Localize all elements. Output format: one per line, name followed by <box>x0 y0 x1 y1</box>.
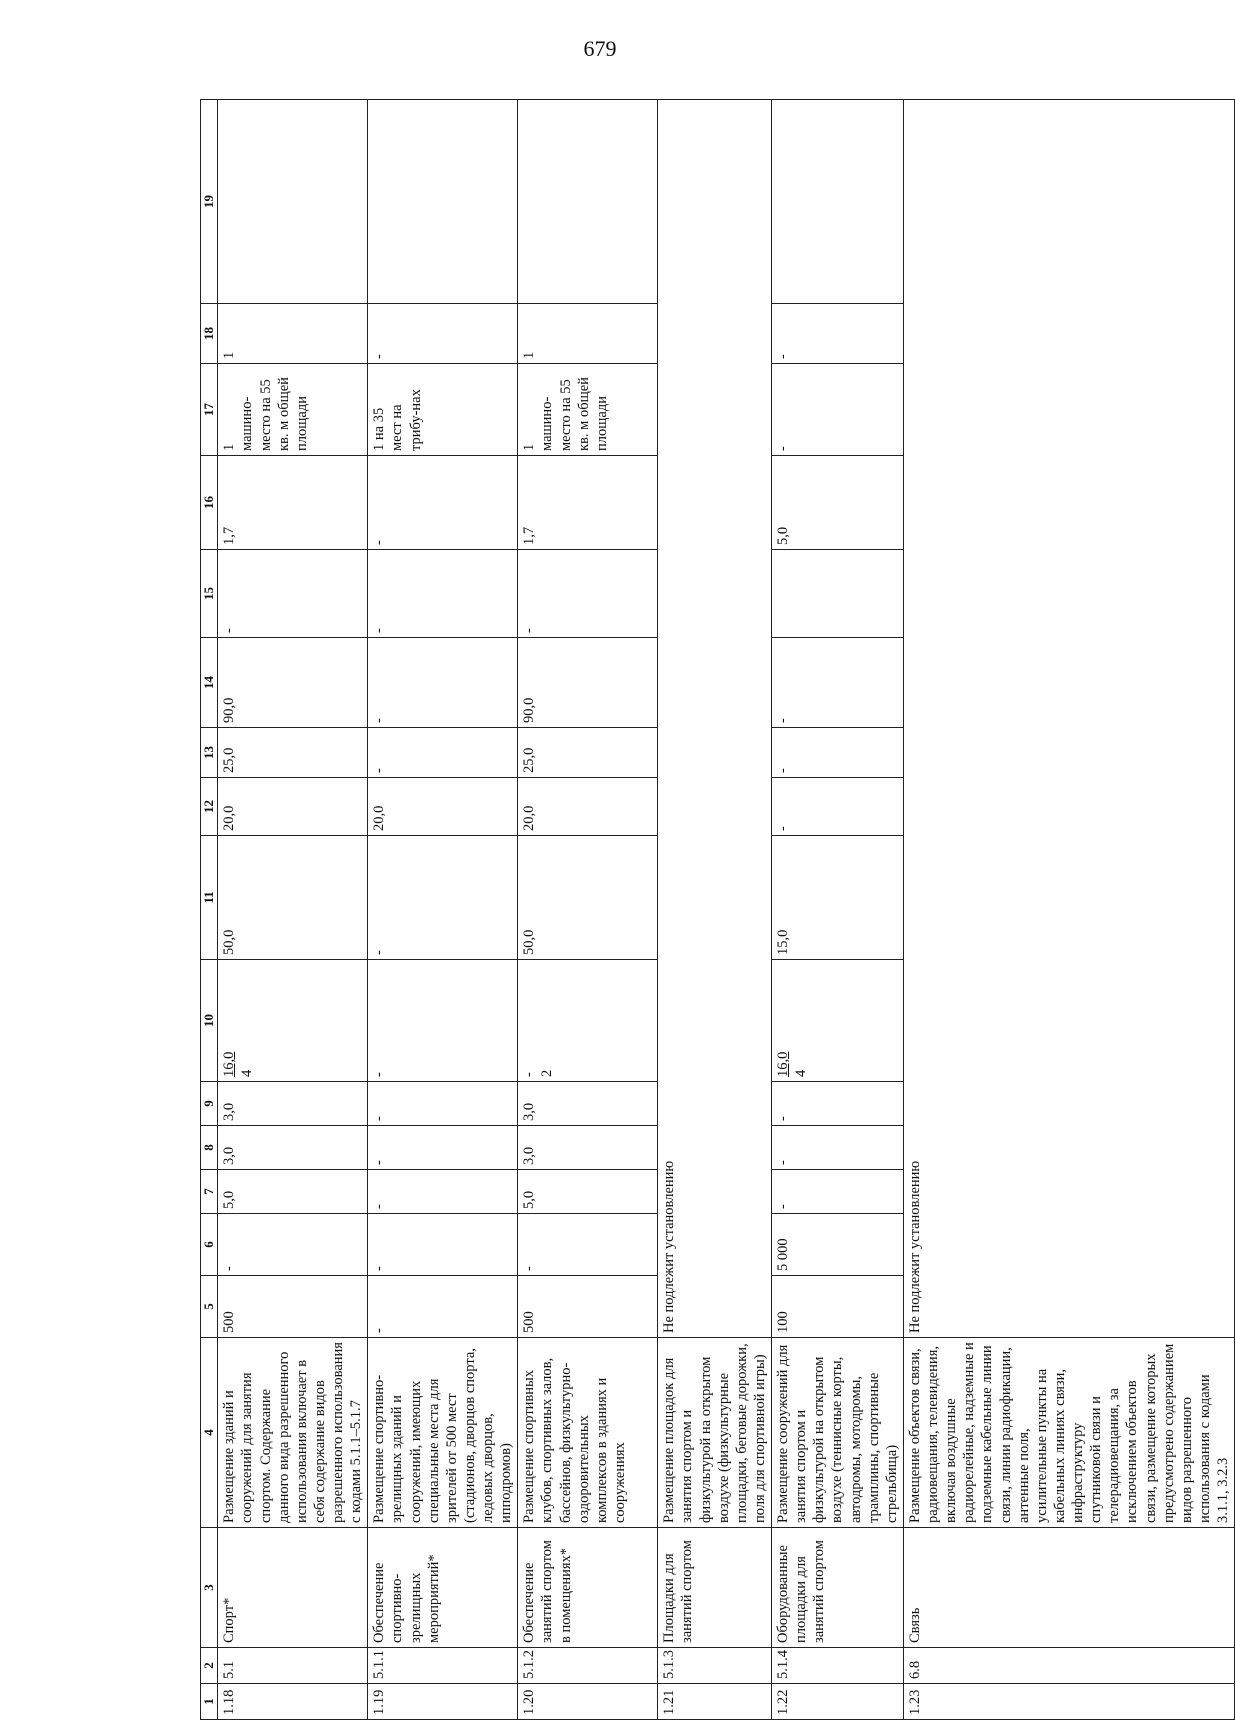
param-c10-top: - <box>521 1072 538 1077</box>
param-c18: - <box>772 304 904 364</box>
param-c12: - <box>772 778 904 836</box>
table-row <box>218 100 368 1720</box>
column-header: 6 <box>201 1214 218 1276</box>
use-name: Обеспечение занятий спортом в помещениях* <box>518 1528 658 1648</box>
param-c10 <box>518 960 658 1082</box>
column-header: 7 <box>201 1170 218 1214</box>
param-c17 <box>368 364 518 456</box>
param-c12: 20,0 <box>368 778 518 836</box>
param-c16: 1,7 <box>218 456 368 550</box>
param-c10-top: 16,0 <box>221 1051 238 1077</box>
use-name: Обеспечение спортивно-зрелищных мероприятий* <box>368 1528 518 1648</box>
table-row <box>368 100 518 1720</box>
row-number: 1.18 <box>218 1684 368 1720</box>
param-c17-top: 1 <box>521 443 538 451</box>
column-header: 16 <box>201 456 218 550</box>
column-header: 9 <box>201 1082 218 1126</box>
param-c12: 20,0 <box>218 778 368 836</box>
param-c10-bottom: 4 <box>793 1069 810 1077</box>
param-c10 <box>368 960 518 1082</box>
use-name: Площадки для занятий спортом <box>658 1528 772 1648</box>
use-description: Размещение спортивных клубов, спортивных залов, бассейнов, физкультурно-оздоровительных комплексов в зданиях и сооружениях <box>518 1338 658 1528</box>
param-c16: 1,7 <box>518 456 658 550</box>
param-c9: - <box>772 1082 904 1126</box>
column-header: 5 <box>201 1276 218 1338</box>
param-c17 <box>772 364 904 456</box>
table-row <box>518 100 658 1720</box>
param-c13: - <box>772 728 904 778</box>
use-code: 5.1 <box>218 1648 368 1684</box>
param-c5: 100 <box>772 1276 904 1338</box>
row-number: 1.21 <box>658 1684 772 1720</box>
column-header: 2 <box>201 1648 218 1684</box>
param-c17-bottom: мест на трибу-нах <box>389 389 424 451</box>
param-c15 <box>772 550 904 638</box>
param-c15: - <box>518 550 658 638</box>
param-c17-top: 1 на 35 <box>371 407 388 451</box>
param-c17 <box>518 364 658 456</box>
param-c17-bottom: машино-место на 55 кв. м общей площади <box>539 377 610 451</box>
param-c13: 25,0 <box>518 728 658 778</box>
column-header: 17 <box>201 364 218 456</box>
use-description: Размещение спортивно-зрелищных зданий и сооружений, имеющих специальные места для зрителей от 500 мест (стадионов, дворцов спорта, ледовых дворцов, ипподромов) <box>368 1338 518 1528</box>
param-c19 <box>772 100 904 304</box>
param-c19 <box>218 100 368 304</box>
param-c10-top: - <box>371 1072 388 1077</box>
param-c8: 3,0 <box>218 1126 368 1170</box>
param-c5: - <box>368 1276 518 1338</box>
header-row <box>201 100 218 1720</box>
use-code: 5.1.2 <box>518 1648 658 1684</box>
param-c11: 50,0 <box>518 836 658 960</box>
column-header: 3 <box>201 1528 218 1648</box>
use-code: 5.1.4 <box>772 1648 904 1684</box>
param-c18: 1 <box>218 304 368 364</box>
param-c18: 1 <box>518 304 658 364</box>
use-description: Размещение площадок для занятия спортом и физкультурой на открытом воздухе (физкультурные площадки, беговые дорожки, поля для спортивной игры) <box>658 1338 772 1528</box>
use-name: Связь <box>903 1528 1234 1648</box>
use-code: 5.1.1 <box>368 1648 518 1684</box>
column-header: 10 <box>201 960 218 1082</box>
param-c7: 5,0 <box>218 1170 368 1214</box>
param-c5: 500 <box>218 1276 368 1338</box>
param-c5: 500 <box>518 1276 658 1338</box>
param-c7: - <box>368 1170 518 1214</box>
row-number: 1.23 <box>903 1684 1234 1720</box>
param-c15: - <box>218 550 368 638</box>
param-c13: - <box>368 728 518 778</box>
row-number: 1.19 <box>368 1684 518 1720</box>
param-c14: - <box>772 638 904 728</box>
column-header: 14 <box>201 638 218 728</box>
param-c10 <box>772 960 904 1082</box>
param-c17-top: 1 <box>221 443 238 451</box>
column-header: 19 <box>201 100 218 304</box>
param-c10-top: 16,0 <box>775 1051 791 1077</box>
column-header: 11 <box>201 836 218 960</box>
use-name: Оборудованные площадки для занятий спортом <box>772 1528 904 1648</box>
use-description: Размещение зданий и сооружений для занятия спортом. Содержание данного вида разрешенного использования включает в себя содержание видов разрешенного использования с кодами 5.1.1–5.1.7 <box>218 1338 368 1528</box>
param-c6: - <box>518 1214 658 1276</box>
param-c11: - <box>368 836 518 960</box>
use-description: Размещение сооружений для занятия спортом и физкультурой на открытом воздухе (теннисные корты, автодромы, мотодромы, трамплины, спортивные стрельбища) <box>772 1338 904 1528</box>
column-header: 8 <box>201 1126 218 1170</box>
use-description: Размещение объектов связи, радиовещания, телевидения, включая воздушные радиорелейные, надземные и подземные кабельные линии связи, линии радиофикации, антенные поля, усилительные пункты на кабельных линиях связи, инфраструктуру спутниковой связи и телерадиовещания, за исключением объектов связи, размещение которых предусмотрено содержанием видов разрешенного использования с кодами 3.1.1, 3.2.3 <box>903 1338 1234 1528</box>
param-c15: - <box>368 550 518 638</box>
param-c14: 90,0 <box>218 638 368 728</box>
column-header: 13 <box>201 728 218 778</box>
param-c9: 3,0 <box>218 1082 368 1126</box>
param-c10-bottom: 4 <box>239 1069 256 1077</box>
param-c7: - <box>772 1170 904 1214</box>
column-header: 15 <box>201 550 218 638</box>
param-c11: 15,0 <box>772 836 904 960</box>
param-c8: 3,0 <box>518 1126 658 1170</box>
column-header: 18 <box>201 304 218 364</box>
table-body <box>218 100 1235 1720</box>
table-row <box>658 100 772 1720</box>
param-c9: 3,0 <box>518 1082 658 1126</box>
param-c8: - <box>772 1126 904 1170</box>
page-number: 679 <box>583 36 617 61</box>
column-header: 1 <box>201 1684 218 1720</box>
table-row <box>772 100 904 1720</box>
param-c14: 90,0 <box>518 638 658 728</box>
param-c17 <box>218 364 368 456</box>
param-c19 <box>368 100 518 304</box>
param-c6: - <box>218 1214 368 1276</box>
not-applicable-cell: Не подлежит установлению <box>903 100 1234 1338</box>
param-c10-bottom: 2 <box>539 1069 556 1077</box>
param-c16: 5,0 <box>772 456 904 550</box>
param-c6: - <box>368 1214 518 1276</box>
use-code: 6.8 <box>903 1648 1234 1684</box>
param-c17-bottom: машино-место на 55 кв. м общей площади <box>239 377 310 451</box>
param-c8: - <box>368 1126 518 1170</box>
regulation-table <box>200 99 1235 1720</box>
param-c9: - <box>368 1082 518 1126</box>
param-c6: 5 000 <box>772 1214 904 1276</box>
regulation-table-container <box>200 195 1231 1720</box>
param-c14: - <box>368 638 518 728</box>
param-c7: 5,0 <box>518 1170 658 1214</box>
param-c13: 25,0 <box>218 728 368 778</box>
param-c12: 20,0 <box>518 778 658 836</box>
param-c19 <box>518 100 658 304</box>
column-header: 4 <box>201 1338 218 1528</box>
param-c10 <box>218 960 368 1082</box>
table-row <box>903 100 1234 1720</box>
column-header: 12 <box>201 778 218 836</box>
row-number: 1.22 <box>772 1684 904 1720</box>
param-c11: 50,0 <box>218 836 368 960</box>
param-c16: - <box>368 456 518 550</box>
param-c18: - <box>368 304 518 364</box>
param-c17-top: - <box>775 446 791 451</box>
row-number: 1.20 <box>518 1684 658 1720</box>
use-name: Спорт* <box>218 1528 368 1648</box>
use-code: 5.1.3 <box>658 1648 772 1684</box>
not-applicable-cell: Не подлежит установлению <box>658 100 772 1338</box>
